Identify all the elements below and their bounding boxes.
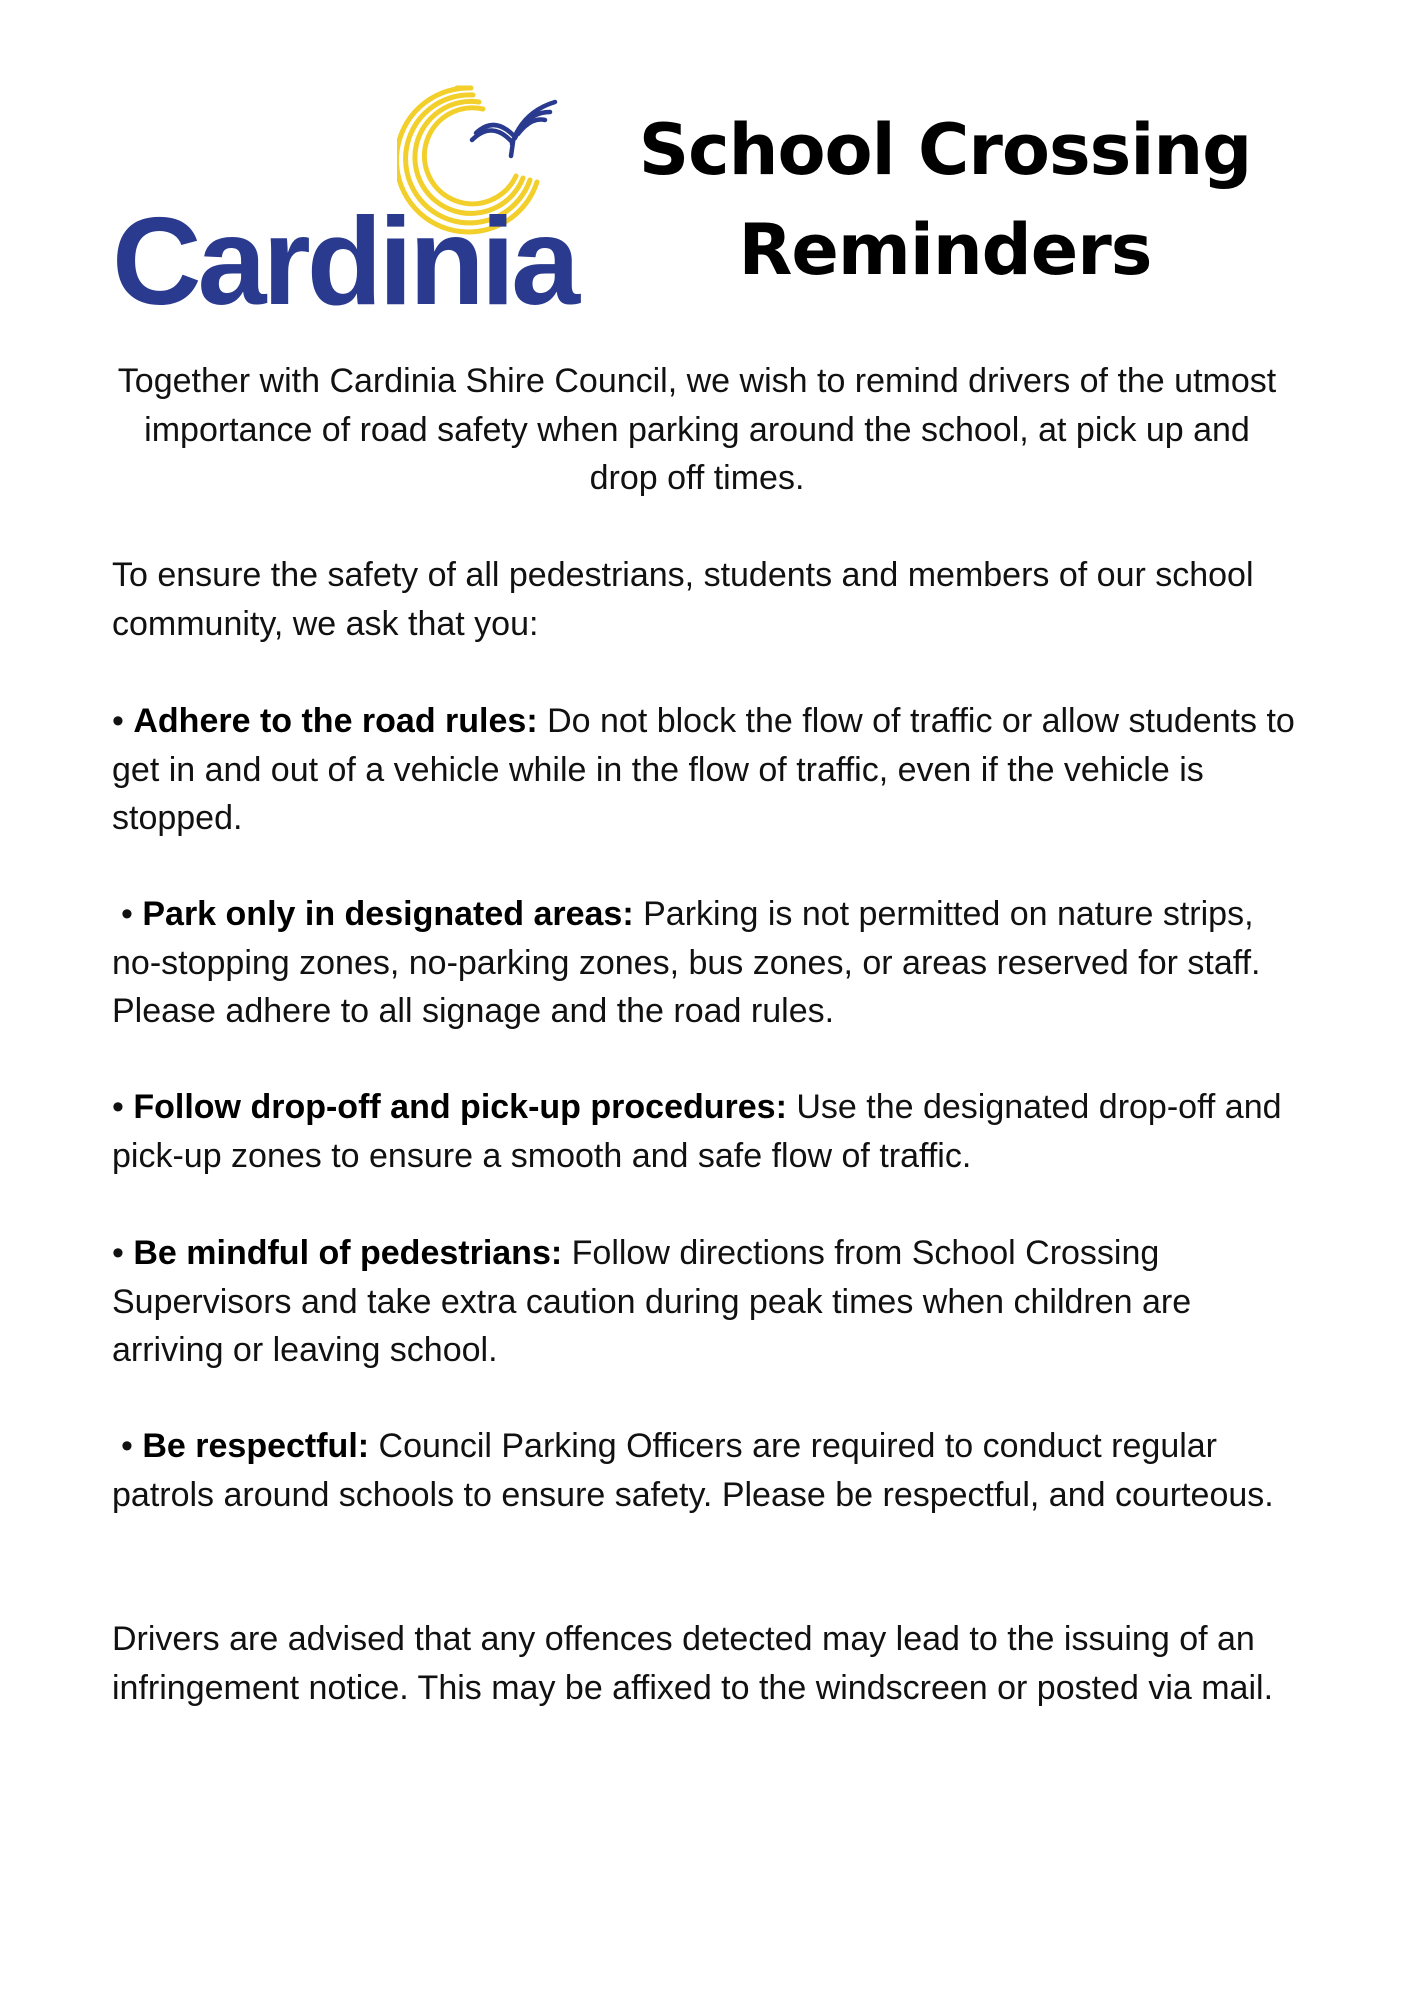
cardinia-logo <box>112 82 577 331</box>
bullet-heading: Be mindful of pedestrians: <box>133 1234 563 1272</box>
bullet-heading: Adhere to the road rules: <box>133 702 538 740</box>
bullet-text: Do not block the flow of traffic or allow students to get in and out of a vehicle while in the flow of traffic, even if the vehicle is stopped. <box>112 702 1295 837</box>
closing-paragraph: Drivers are advised that any offences detected may lead to the issuing of an infringement notice. This may be affixed to the windscreen or posted via mail. <box>112 1620 1274 1707</box>
bullet-heading: Be respectful: <box>142 1427 370 1465</box>
bullet-road-rules <box>112 697 1312 843</box>
bullet-marker: • <box>112 702 124 740</box>
bullet-marker: • <box>121 895 133 933</box>
bullet-drop-off-pick-up <box>112 1083 1312 1180</box>
bullet-marker: • <box>112 1234 124 1272</box>
bullet-text: Follow directions from School Crossing Supervisors and take extra caution during peak times when children are arriving or leaving school. <box>112 1234 1192 1369</box>
bullet-designated-areas <box>112 890 1312 1036</box>
intro-paragraph: Together with Cardinia Shire Council, we wish to remind drivers of the utmost importance of road safety when parking around the school, at pick up and drop off times. <box>117 362 1277 497</box>
bullet-text: Use the designated drop-off and pick-up zones to ensure a smooth and safe flow of traffic. <box>112 1088 1282 1175</box>
bullet-heading: Park only in designated areas: <box>142 895 634 933</box>
cardinia-wordmark: Cardinia <box>112 193 577 331</box>
lead-paragraph: To ensure the safety of all pedestrians, students and members of our school community, we ask that you: <box>112 556 1254 643</box>
title-line-1: School Crossing <box>638 109 1252 191</box>
bullet-marker: • <box>112 1088 124 1126</box>
page-title <box>600 100 1290 300</box>
title-line-2: Reminders <box>738 209 1152 291</box>
bullet-pedestrians <box>112 1229 1312 1375</box>
bullet-text: Council Parking Officers are required to conduct regular patrols around schools to ensure safety. Please be respectful, and courteous. <box>112 1427 1274 1514</box>
bullet-text: Parking is not permitted on nature strips, no-stopping zones, no-parking zones, bus zones, or areas reserved for staff. Please adhere to all signage and the road rules. <box>112 895 1261 1030</box>
bullet-marker: • <box>121 1427 133 1465</box>
bullet-respectful <box>112 1422 1312 1519</box>
bullet-heading: Follow drop-off and pick-up procedures: <box>133 1088 787 1126</box>
